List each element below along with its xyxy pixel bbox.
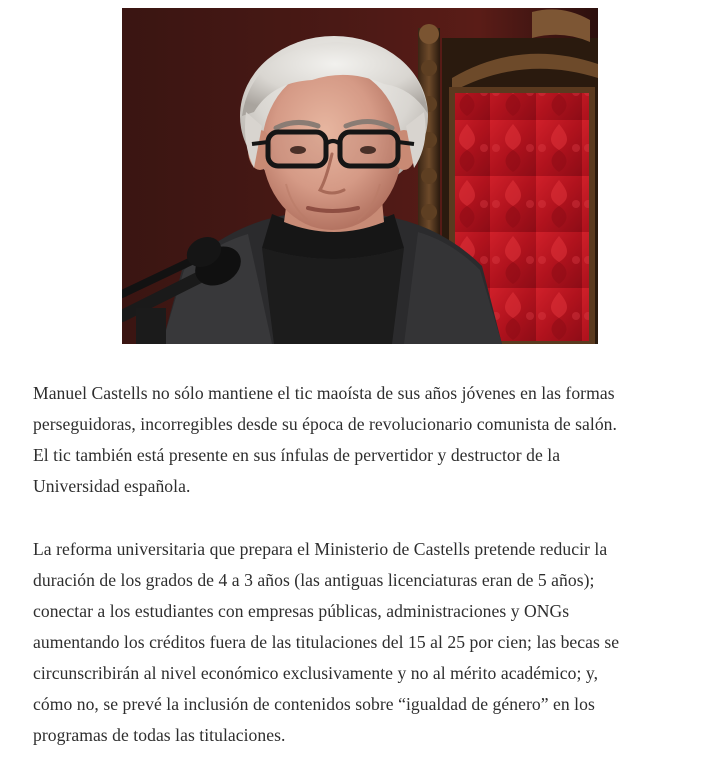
portrait-illustration: [122, 8, 598, 344]
paragraph-intro: [33, 378, 703, 502]
text-line: perseguidoras, incorregibles desde su época de revolucionario comunista de salón.: [33, 414, 617, 434]
text-line: programas de todas las titulaciones.: [33, 725, 286, 745]
text-line: Manuel Castells no sólo mantiene el tic maoísta de sus años jóvenes en las formas: [33, 383, 615, 403]
article-body: [33, 378, 703, 751]
text-line: conectar a los estudiantes con empresas públicas, administraciones y ONGs: [33, 601, 570, 621]
text-line: Universidad española.: [33, 476, 191, 496]
text-line: cómo no, se prevé la inclusión de contenidos sobre “igualdad de género” en los: [33, 694, 595, 714]
paragraph-reform: [33, 534, 703, 751]
article-photo: [122, 8, 598, 344]
text-line: aumentando los créditos fuera de las titulaciones del 15 al 25 por cien; las becas se: [33, 632, 620, 652]
text-line: circunscribirán al nivel económico exclusivamente y no al mérito académico; y,: [33, 663, 599, 683]
text-line: La reforma universitaria que prepara el Ministerio de Castells pretende reducir la: [33, 539, 608, 559]
text-line: El tic también está presente en sus ínfulas de pervertidor y destructor de la: [33, 445, 561, 465]
text-line: duración de los grados de 4 a 3 años (las antiguas licenciaturas eran de 5 años);: [33, 570, 595, 590]
